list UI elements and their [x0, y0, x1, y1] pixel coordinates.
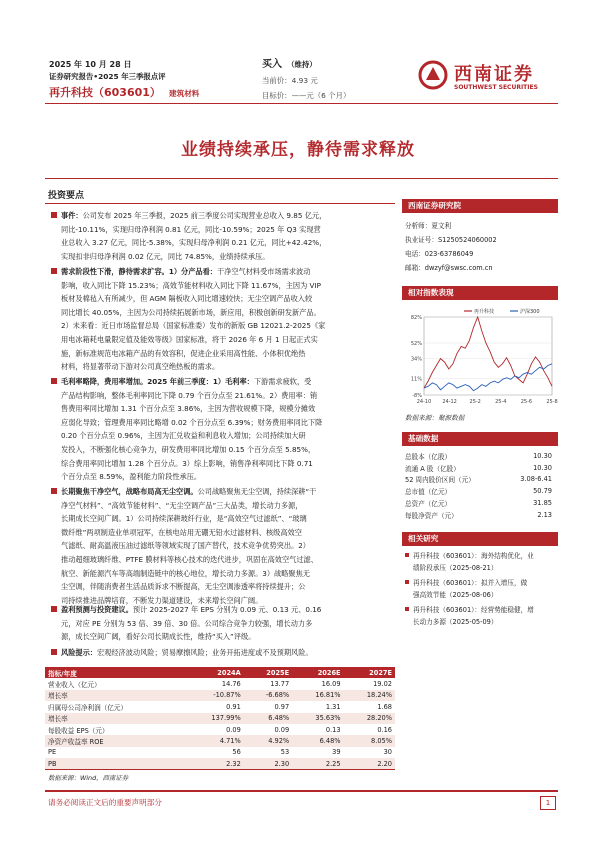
- performance-chart: [402, 303, 558, 411]
- bullet-icon: [51, 649, 57, 655]
- para-risk: 风险提示：宏观经济波动风险；贸易摩擦风险；业务开拓进度或不及预期风险。: [61, 646, 395, 660]
- financial-table: [45, 667, 395, 770]
- stock-heading: 基础数据: [402, 432, 558, 446]
- header-rule: [45, 103, 558, 104]
- table-row: 营业收入（亿元） 14.76 13.77 16.09 19.02: [48, 680, 392, 690]
- rating-note: （维持）: [287, 60, 317, 69]
- related-item[interactable]: 再升科技（603601）：海外结构优化，业 绩阶段承压（2025-08-21）: [405, 550, 555, 574]
- y-tick-label: -8%: [412, 393, 422, 399]
- bullet-icon: [405, 580, 409, 584]
- y-tick-label: 34%: [410, 356, 422, 363]
- footer-rule: [45, 790, 558, 792]
- table-bottom-rule: [45, 769, 395, 770]
- logo-en: SOUTHWEST SECURITIES: [454, 84, 538, 91]
- analyst-name: 分析师：夏文利: [405, 222, 452, 230]
- series-line-1: [424, 364, 552, 391]
- para-forecast: 盈利预测与投资建议。预计 2025-2027 年 EPS 分别为 0.09 元、0.13 元、0.16 元，对应 PE 分别为 53 倍、39 倍、30 倍。公司综合竞争力较强，增长动力多 源，成长空间广阔，看好公司长期成长性，维持“买入”评级。: [61, 603, 395, 644]
- para-demand: 需求阶段性下滑，静待需求扩容。1）分产品看：干净空气材料受市场需求波动 影响，收入同比下降 15.23%；高效节能材料收入同比下降 11.67%，主因为 VIP 板材及棉毡入有所减少，但 AGM 隔板收入同比增速较快；无尘空调产品收入较 同比增长 40.05%，主因为公司持续拓展新市场，新应用，积极创新研发新产品。 2）未来看：近日市场监督总局（国家标准委）发布的新版 GB 12021.2-2025《家 用电冰箱耗电量限定值及能效等级》国家标准，将于 2026 年 6 月 1 日起正式实 施，新标准规范电冰箱产品的有效容积，促进企业采用高性能、小体积优绝热 材料，将显著带动下游对公司真空绝热板的需求。: [61, 265, 395, 374]
- analyst-phone: 电话：023-63786049: [405, 250, 474, 258]
- x-tick-label: 25-2: [469, 399, 481, 405]
- stock-row: 每股净资产（元） 2.13: [405, 510, 552, 520]
- table-row: PB 2.32 2.30 2.25 2.20: [45, 758, 395, 769]
- bullet-icon: [51, 488, 57, 494]
- report-title: 业绩持续承压，静待需求释放: [181, 140, 415, 160]
- report-date: 2025 年 10 月 28 日: [49, 60, 132, 69]
- perf-source: 数据来源：聚源数据: [405, 414, 465, 422]
- broker-logo: [418, 58, 558, 96]
- x-tick-label: 24-12: [442, 399, 457, 405]
- table-row: 增长率 -10.87% -6.68% 16.81% 18.24%: [45, 690, 395, 701]
- table-header-row: 指标/年度 2024A 2025E 2026E 2027E: [45, 667, 395, 678]
- legend-label: 再升科技: [474, 309, 495, 315]
- table-source: 数据来源：Wind，西南证券: [48, 774, 129, 782]
- page-number: 1: [540, 796, 556, 810]
- legend-label: 沪深300: [520, 309, 540, 315]
- para-margin: 毛利率略降，费用率增加。2025 年前三季度：1）毛利率：下游需求疲软，受 产品结构影响，整体毛利率同比下降 0.79 个百分点至 21.61%。2）费用率：销 售费用率同比增加 1.31 个百分点至 3.86%，主因为营收规模下降，规模分摊效 应弱化导致；管理费用率同比略增 0.02 个百分点至 6.39%；财务费用率同比下降 0.20 个百分点至 0.96%，主因为汇兑收益和利息收入增加；公司持续加大研 发投入，不断强化核心竞争力，研发费用率同比增加 0.15 个百分点至 5.85%， 综合费用率同比增加 1.28 个百分点。3）综上影响，销售净利率同比下降 0.71 个百分点至 8.59%，盈利能力阶段性承压。: [61, 375, 395, 484]
- para-event: 事件：公司发布 2025 年三季报，2025 前三季度公司实现营业总收入 9.85 亿元， 同比-10.11%，实现归母净利润 0.81 亿元，同比-10.59%；2025 年 Q3 实现营 业总收入 3.27 亿元，同比-5.38%，实现归母净利润 0.21 亿元，同比+42.42%， 实现扣非归母净利润 0.02 亿元，同比 74.85%，业绩持续承压。: [61, 209, 395, 263]
- plot-frame: [424, 317, 552, 395]
- table-row: 增长率 137.99% 6.48% 35.63% 28.20%: [45, 713, 395, 724]
- bullet-icon: [51, 378, 57, 384]
- y-tick-label: 52%: [410, 341, 422, 347]
- stock-row: 流通 A 股（亿股） 10.30: [405, 463, 552, 473]
- logo-cn: 西南证券: [454, 64, 534, 85]
- bullet-icon: [51, 212, 57, 218]
- stock-row: 52 周内股价区间（元） 3.08-6.41: [405, 475, 552, 485]
- bullet-icon: [51, 268, 57, 274]
- stock-row: 总股本（亿股） 10.30: [405, 451, 552, 461]
- table-row: PE 56 53 39 30: [48, 748, 392, 757]
- table-row: 归属母公司净利润（亿元） 0.91 0.97 1.31 1.68: [48, 702, 392, 712]
- related-heading: 相关研究: [402, 532, 558, 546]
- y-tick-label: 11%: [410, 376, 422, 383]
- company-name: 再升科技（603601）: [49, 86, 161, 99]
- x-tick-label: 25-6: [520, 399, 533, 405]
- y-tick-label: 82%: [410, 315, 422, 321]
- bullet-icon: [51, 606, 57, 612]
- rating-block: [262, 55, 350, 102]
- bullet-icon: [405, 607, 409, 611]
- para-strategy: 长期聚焦干净空气，战略布局高无尘空调。公司战略聚焦无尘空调，持续深耕“干 净空气材料”、“高效节能材料”、“无尘空调产品”三大品类，增长动力多源， 长期成长空间广阔。1）公司持续深耕玻纤行业，是“高效空气过滤纸”、“玻璃 微纤维”两项制造业单项冠军，在核电站用无硼无铅水过滤材料、核级高效空 气滤纸、耐高温液压油过滤纸等领域实现了国产替代，技术竞争优势突出。2） 推动超细玻璃纤维、PTFE 膜材料等核心技术的迭代进步，巩固在高效空气过滤、 航空、新能源汽车等高端制造链中的核心地位，增长动力多源。3）战略聚焦无 尘空调，伴随消费者生活品质诉求不断提高，无尘空调渗透率将持续提升；公 司持续推进品牌培育，不断发力渠道建设，未来增长空间广阔。: [61, 485, 395, 607]
- report-header: [49, 58, 199, 102]
- footer-disclaimer: 请务必阅读正文后的重要声明部分: [48, 798, 162, 807]
- institute-heading: 西南证券研究院: [402, 199, 558, 213]
- bullet-icon: [405, 553, 409, 557]
- stock-table: [405, 450, 552, 521]
- perf-heading: 相对指数表现: [402, 286, 558, 300]
- title-rule: [45, 178, 558, 179]
- report-type: 证券研究报告•2025 年三季报点评: [49, 72, 166, 81]
- series-line-0: [424, 317, 552, 388]
- x-tick-label: 24-10: [416, 399, 432, 405]
- table-row: 净资产收益率 ROE 4.71% 4.92% 6.48% 8.05%: [45, 735, 395, 746]
- industry-tag: 建筑材料: [169, 89, 200, 98]
- related-item[interactable]: 再升科技（603601）：拟并入增压，做 强高效节能（2025-08-06）: [405, 577, 555, 601]
- current-price: 当前价：4.93 元: [262, 76, 318, 85]
- stock-row: 总市值（亿元） 50.79: [405, 487, 552, 497]
- related-item[interactable]: 再升科技（603601）：经营势能稳健，增 长动力多源（2025-05-09）: [405, 604, 555, 628]
- analyst-email: 邮箱：dwzyf@swsc.com.cn: [405, 264, 493, 272]
- target-price: 目标价：——元（6 个月）: [262, 91, 351, 100]
- stock-row: 总资产（亿元） 31.85: [405, 499, 552, 509]
- logo-mark-icon: [418, 60, 448, 90]
- summary-heading: 投资要点: [48, 191, 85, 201]
- x-tick-label: 25-4: [495, 399, 507, 405]
- rating: 买入: [262, 59, 282, 70]
- x-tick-label: 25-8: [546, 399, 558, 405]
- summary-rule: [45, 203, 395, 204]
- table-row: 每股收益 EPS（元） 0.09 0.09 0.13 0.16: [48, 725, 392, 735]
- analyst-license: 执业证号：S1250524060002: [405, 236, 497, 244]
